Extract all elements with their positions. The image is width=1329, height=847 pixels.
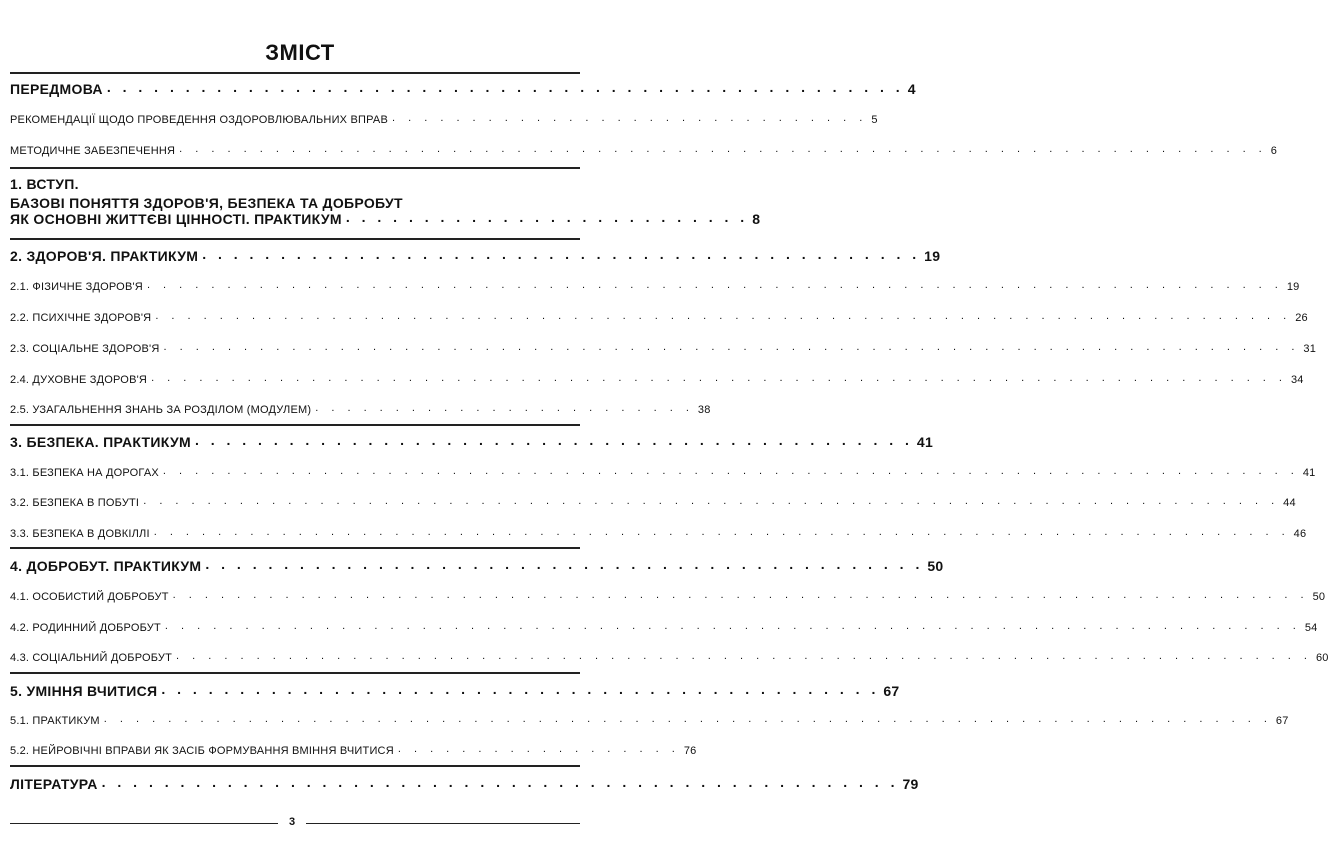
toc-entry-label: ЛІТЕРАТУРА: [10, 776, 98, 792]
toc-entry-page: 79: [902, 776, 919, 792]
toc-entry-page: 38: [697, 404, 711, 416]
page-number: 3: [288, 816, 296, 828]
toc-entry[interactable]: [10, 112, 878, 126]
toc-entry-label: 2.2. ПСИХІЧНЕ ЗДОРОВ'Я: [10, 312, 152, 324]
toc-entry-page: 60: [1315, 652, 1329, 664]
toc-entry-page: 6: [1270, 145, 1278, 157]
toc-entry-page: 67: [883, 683, 900, 699]
toc-entry-safety[interactable]: [10, 432, 934, 450]
toc-entry-label: 2. ЗДОРОВ'Я. ПРАКТИКУМ: [10, 248, 199, 264]
leader-dots: . . . . . . . . . . . . . . . . . . . . . . . . . . . . . . . . . . . . . . . . . . . . . . . . . . . . . . . . . . . . . . . . . . . . . . .: [153, 526, 1290, 538]
leader-dots: . . . . . . . . . . . . . . . . . . . . . . . . . . . . . . . . . . . . . . . . . . . . . . . . . . . . . . . . . . . . . . . . . . . . . . .: [172, 589, 1309, 601]
toc-entry-page: 44: [1283, 497, 1296, 509]
toc-entry-page: 26: [1295, 312, 1308, 324]
leader-dots: . . . . . . . . . . . . . . . . . .: [397, 743, 680, 755]
toc-entry-page: 46: [1293, 528, 1307, 540]
leader-dots: . . . . . . . . . . . . . . . . . . . . . . . . . . . . . . . . . . . . . . . . . . . . . .: [161, 681, 880, 697]
toc-entry[interactable]: [10, 279, 1300, 293]
divider: [10, 547, 580, 549]
leader-dots: . . . . . . . . . . . . . . . . . . . . . . . . . . . . . . . . . . . . . . . . . . . . . . . . . . .: [101, 774, 899, 790]
toc-entry-label: 5.2. НЕЙРОВІЧНІ ВПРАВИ ЯК ЗАСІБ ФОРМУВАННЯ ВМІННЯ ВЧИТИСЯ: [10, 745, 394, 757]
toc-entry-page: 50: [1312, 591, 1326, 603]
toc-entry-page: 19: [924, 248, 941, 264]
toc-entry-label: 3.2. БЕЗПЕКА В ПОБУТІ: [10, 497, 140, 509]
toc-entry-page: 19: [1286, 281, 1300, 293]
toc-entry[interactable]: [10, 713, 1289, 727]
leader-dots: . . . . . . . . . . . . . . . . . . . . . . . . . . . . . . . . . . . . . . . . . . . . . . . . . . . . . . . . . . . . . . . . . . . . . . .: [151, 372, 1287, 384]
toc-entry-label: ЯК ОСНОВНІ ЖИТТЄВІ ЦІННОСТІ. ПРАКТИКУМ: [10, 211, 342, 227]
toc-entry-label: 2.1. ФІЗИЧНЕ ЗДОРОВ'Я: [10, 281, 143, 293]
toc-entry-label: 2.5. УЗАГАЛЬНЕННЯ ЗНАНЬ ЗА РОЗДІЛОМ (МОДУЛЕМ): [10, 404, 312, 416]
leader-dots: . . . . . . . . . . . . . . . . . . . . . . . . . . . . . . . . . . . . . . . . . . . . . . . . . . . . . . . . . . . . . . . . . . . . . . .: [143, 495, 1280, 507]
toc-entry-page: 41: [916, 434, 934, 450]
toc-entry-label: МЕТОДИЧНЕ ЗАБЕЗПЕЧЕННЯ: [10, 145, 176, 157]
toc-entry-label: 5. УМІННЯ ВЧИТИСЯ: [10, 683, 158, 699]
leader-dots: . . . . . . . . . . . . . . . . . . . . . . . . . . . . . . . . . . . . . . . . . . . . . .: [194, 432, 913, 448]
toc-entry-page: 54: [1304, 622, 1318, 634]
leader-dots: . . . . . . . . . . . . . . . . . . . . . . . . . . . . . . . . . . . . . . . . . . . . . . . . . . . . . . . . . . . . . . . . . . . . . . .: [162, 465, 1299, 477]
toc-entry-label: 4.3. СОЦІАЛЬНИЙ ДОБРОБУТ: [10, 652, 173, 664]
toc-entry-learning[interactable]: [10, 681, 900, 699]
leader-dots: . . . . . . . . . . . . . . . . . . . . . . . . . . . . . .: [392, 112, 868, 124]
toc-heading-line: БАЗОВІ ПОНЯТТЯ ЗДОРОВ'Я, БЕЗПЕКА ТА ДОБРОБУТ: [10, 195, 403, 211]
leader-dots: . . . . . . . . . . . . . . . . . . . . . . . . . . . . . . . . . . . . . . . . . . . . . . . . . . . . . . . . . . . . . . . . . . . . . . . . .: [103, 713, 1272, 725]
toc-entry-heading: [10, 175, 580, 213]
toc-entry-label: 4. ДОБРОБУТ. ПРАКТИКУМ: [10, 558, 202, 574]
divider: [10, 72, 580, 74]
toc-entry-page: 50: [927, 558, 944, 574]
toc-entry-page: 8: [752, 211, 761, 227]
toc-entry[interactable]: [10, 620, 1318, 634]
toc-entry[interactable]: [10, 743, 697, 757]
page-title: ЗМІСТ: [265, 40, 335, 65]
toc-entry[interactable]: [10, 650, 1329, 664]
toc-entry-wellbeing[interactable]: [10, 556, 944, 574]
toc-entry-page: 5: [871, 114, 878, 126]
toc-entry-label: 4.1. ОСОБИСТИЙ ДОБРОБУТ: [10, 591, 169, 603]
leader-dots: . . . . . . . . . . . . . . . . . . . . . . . . . . . . . . . . . . . . . . . . . . . . . . . . . . . . . . . . . . . . . . . . . . . . . . .: [176, 650, 1312, 662]
toc-entry-page: 76: [683, 745, 697, 757]
leader-dots: . . . . . . . . . . . . . . . . . . . . . . . .: [315, 402, 694, 414]
toc-heading-line: 1. ВСТУП.: [10, 176, 79, 192]
toc-entry[interactable]: [10, 143, 1278, 157]
divider: [10, 765, 580, 767]
divider: [10, 167, 580, 169]
divider: [10, 238, 580, 240]
toc-entry[interactable]: [10, 495, 1296, 509]
toc-entry-label: 3.1. БЕЗПЕКА НА ДОРОГАХ: [10, 467, 159, 479]
leader-dots: . . . . . . . . . . . . . . . . . . . . . . . . . . . . . . . . . . . . . . . . . . . . . . . . . . . . . . . . . . . . . . . . . . . .: [179, 143, 1267, 155]
toc-entry-references[interactable]: [10, 774, 919, 792]
toc-entry-page: 31: [1303, 343, 1317, 355]
toc-entry[interactable]: [10, 341, 1317, 355]
toc-entry-page: 4: [907, 81, 916, 97]
leader-dots: . . . . . . . . . . . . . . . . . . . . . . . . . . . . . . . . . . . . . . . . . . . . . . . . . . . . . . . . . . . . . . . . . . . . . . .: [146, 279, 1283, 291]
leader-dots: . . . . . . . . . . . . . . . . . . . . . . . . . . . . . . . . . . . . . . . . . . . . . . . . . . . . . . . . . . . . . . . . . . . . . . .: [164, 620, 1301, 632]
toc-entry[interactable]: [10, 402, 711, 416]
toc-entry-label: 3.3. БЕЗПЕКА В ДОВКІЛЛІ: [10, 528, 150, 540]
toc-entry-label: 2.4. ДУХОВНЕ ЗДОРОВ'Я: [10, 374, 148, 386]
footer-rule-left: [10, 823, 278, 824]
toc-entry[interactable]: [10, 310, 1308, 324]
leader-dots: . . . . . . . . . . . . . . . . . . . . . . . . . . . . . . . . . . . . . . . . . . . . . . . . . . . . . . . . . . . . . . . . . . . . . . .: [155, 310, 1292, 322]
footer-rule-right: [306, 823, 580, 824]
toc-entry[interactable]: [10, 372, 1304, 386]
toc-entry-label: ПЕРЕДМОВА: [10, 81, 103, 97]
leader-dots: . . . . . . . . . . . . . . . . . . . . . . . . . . . . . . . . . . . . . . . . . . . . . .: [202, 246, 921, 262]
toc-entry-label: РЕКОМЕНДАЦІЇ ЩОДО ПРОВЕДЕННЯ ОЗДОРОВЛЮВАЛЬНИХ ВПРАВ: [10, 114, 388, 126]
toc-entry-label: 2.3. СОЦІАЛЬНЕ ЗДОРОВ'Я: [10, 343, 160, 355]
toc-entry-health[interactable]: [10, 246, 941, 264]
toc-entry-page: 34: [1290, 374, 1304, 386]
divider: [10, 424, 580, 426]
toc-entry-label: 3. БЕЗПЕКА. ПРАКТИКУМ: [10, 434, 191, 450]
toc-entry-foreword[interactable]: [10, 79, 916, 97]
toc-entry-page: 41: [1302, 467, 1316, 479]
toc-entry-label: 4.2. РОДИННИЙ ДОБРОБУТ: [10, 622, 161, 634]
toc-entry[interactable]: [10, 589, 1326, 603]
leader-dots: . . . . . . . . . . . . . . . . . . . . . . . . . . . . . . . . . . . . . . . . . . . . . . . . . . . . . . . . . . . . . . . . . . . . . . .: [163, 341, 1300, 353]
divider: [10, 672, 580, 674]
toc-entry[interactable]: [10, 526, 1307, 540]
toc-entry-label: 5.1. ПРАКТИКУМ: [10, 715, 100, 727]
toc-entry-page: 67: [1275, 715, 1289, 727]
toc-entry-introduction[interactable]: [10, 209, 761, 227]
toc-entry[interactable]: [10, 465, 1316, 479]
leader-dots: . . . . . . . . . . . . . . . . . . . . . . . . . .: [345, 209, 749, 225]
leader-dots: . . . . . . . . . . . . . . . . . . . . . . . . . . . . . . . . . . . . . . . . . . . . . . . . . . .: [106, 79, 904, 95]
leader-dots: . . . . . . . . . . . . . . . . . . . . . . . . . . . . . . . . . . . . . . . . . . . . . .: [205, 556, 924, 572]
